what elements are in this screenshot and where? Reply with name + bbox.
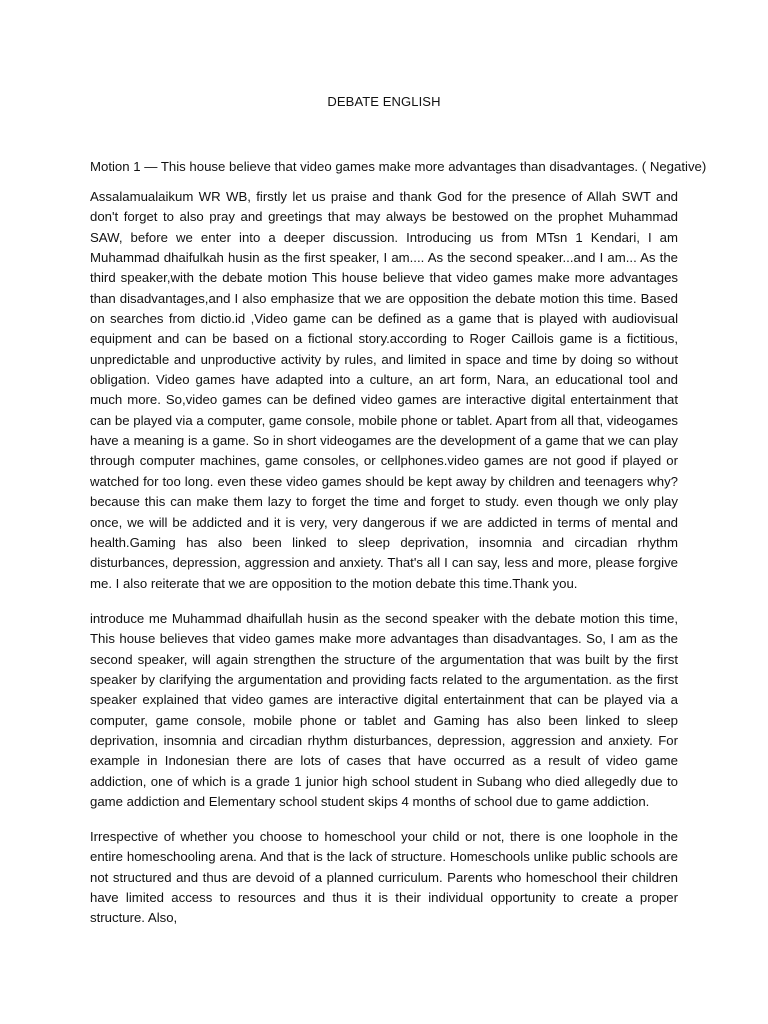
paragraph-first-speaker: Assalamualaikum WR WB, firstly let us praise and thank God for the presence of Allah SWT and don't forget to also pray and greetings that may always be bestowed on the prophet Muhammad SAW, before we enter into a deeper discussion. Introducing us from MTsn 1 Kendari, I am Muhammad dhaifulkah husin as the first speaker, I am.... As the second speaker...and I am... As the third speaker,with the debate motion This house believe that video games make more advantages than disadvantages,and I also emphasize that we are opposition the debate motion this time. Based on searches from dictio.id ,Video game can be defined as a game that is played with audiovisual equipment and can be based on a fictional story.according to Roger Caillois game is a fictitious, unpredictable and unproductive activity by rules, and limited in space and time by doing so without obligation. Video games have adapted into a culture, an art form, Nara, an educational tool and much more. So,video games can be defined video games are interactive digital entertainment that can be played via a computer, game console, mobile phone or tablet. Apart from all that, videogames have a meaning is a game. So in short videogames are the development of a game that we can play through computer machines, game consoles, or cellphones.video games are not good if played or watched for too long. even these video games should be kept away by children and teenagers why? because this can make them lazy to forget the time and forget to study. even though we only play once, we will be addicted and it is very, very dangerous if we are addicted in terms of mental and health.Gaming has also been linked to sleep deprivation, insomnia and circadian rhythm disturbances, depression, aggression and anxiety. That's all I can say, less and more, please forgive me. I also reiterate that we are opposition to the motion debate this time.Thank you. — [90, 189, 678, 591]
paragraph-second-speaker: introduce me Muhammad dhaifullah husin as the second speaker with the debate motion this time, This house believes that video games make more advantages than disadvantages. So, I am as the second speaker, will again strengthen the structure of the argumentation that was built by the first speaker by clarifying the argumentation and providing facts related to the argumentation. as the first speaker explained that video games are interactive digital entertainment that can be played via a computer, game console, mobile phone or tablet and Gaming has also been linked to sleep deprivation, insomnia and circadian rhythm disturbances, depression, aggression and anxiety. For example in Indonesian there are lots of cases that have occurred as a result of video game addiction, one of which is a grade 1 junior high school student in Subang who died allegedly due to game addiction and Elementary school student skips 4 months of school due to game addiction. — [90, 611, 678, 810]
paragraph-homeschool: Irrespective of whether you choose to homeschool your child or not, there is one loophole in the entire homeschooling arena. And that is the lack of structure. Homeschools unlike public schools are not structured and thus are devoid of a planned curriculum. Parents who homeschool their children have limited access to resources and thus it is their individual opportunity to create a proper structure. Also, — [90, 829, 678, 926]
motion-statement: Motion 1 — This house believe that video games make more advantages than disadvantages. ( Negative) — [90, 159, 707, 174]
document-title: DEBATE ENGLISH — [327, 94, 441, 109]
